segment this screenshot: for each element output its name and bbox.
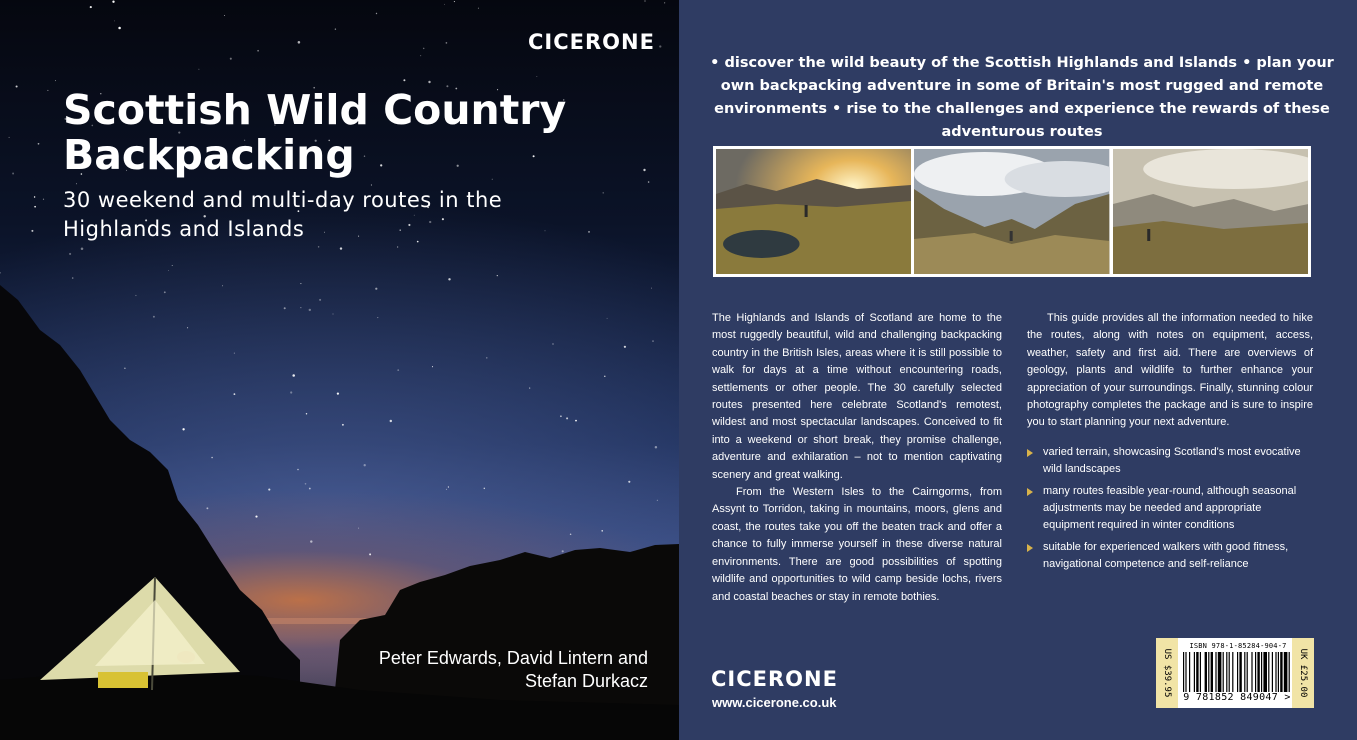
barcode-bar xyxy=(1275,652,1276,692)
photo-glen-clouds xyxy=(914,149,1109,274)
description-left-column xyxy=(712,310,1002,606)
barcode-bar xyxy=(1239,652,1241,692)
photo-strip xyxy=(713,146,1311,277)
tent-gear xyxy=(98,672,148,688)
barcode-bar xyxy=(1232,652,1233,692)
barcode-digits: 9 781852 849047 > xyxy=(1183,692,1291,703)
feature-item xyxy=(1027,444,1313,479)
barcode-bar xyxy=(1223,652,1224,692)
barcode-bar xyxy=(1205,652,1207,692)
price-uk: UK £25.00 xyxy=(1298,648,1308,698)
barcode-bar xyxy=(1268,652,1269,692)
isbn-barcode xyxy=(1156,638,1314,708)
barcode-bar xyxy=(1244,652,1245,692)
barcode-bar xyxy=(1278,652,1279,692)
feature-item xyxy=(1027,483,1313,535)
barcode-bar xyxy=(1257,652,1259,692)
price-us-label xyxy=(1156,638,1178,708)
triangle-bullet-icon xyxy=(1027,544,1033,552)
barcode-bar xyxy=(1247,652,1248,692)
photo-misty-mountains xyxy=(1113,149,1308,274)
features-list xyxy=(1027,444,1313,574)
barcode-bar xyxy=(1194,652,1195,692)
triangle-bullet-icon xyxy=(1027,488,1033,496)
feature-text: varied terrain, showcasing Scotland's most evocative wild landscapes xyxy=(1043,445,1301,476)
back-cover xyxy=(679,0,1357,740)
barcode-bar xyxy=(1189,652,1190,692)
barcode-bar xyxy=(1284,652,1288,692)
book-title: Scottish Wild Country Backpacking xyxy=(63,86,567,179)
isbn-number: ISBN 978-1-85284-904-7 xyxy=(1189,642,1287,650)
description-right-column xyxy=(1027,310,1313,578)
barcode-bar xyxy=(1280,652,1282,692)
feature-text: many routes feasible year-round, although seasonal adjustments may be needed and appropriate equipment required in winter conditions xyxy=(1043,484,1297,532)
publisher-website: www.cicerone.co.uk xyxy=(712,695,837,710)
barcode-bar xyxy=(1200,652,1201,692)
price-us: US $39.95 xyxy=(1162,648,1172,698)
book-subtitle: 30 weekend and multi-day routes in the Highlands and Islands xyxy=(63,188,503,241)
photo-sunset-tarn xyxy=(716,149,911,274)
barcode-bar xyxy=(1237,652,1238,692)
barcode-bar xyxy=(1263,652,1267,692)
barcode-bar xyxy=(1255,652,1256,692)
feature-text: suitable for experienced walkers with good fitness, navigational competence and self-reliance xyxy=(1043,540,1289,571)
barcode-bar xyxy=(1211,652,1213,692)
barcode-bar xyxy=(1272,652,1273,692)
barcode-bar xyxy=(1226,652,1227,692)
description-paragraph: The Highlands and Islands of Scotland are home to the most ruggedly beautiful, wild and challenging backpacking country in the British Isles, areas where it is still possible to walk for days at a time without encountering roads, settlements or other people. The 30 carefully selected routes presented here celebrate Scotland's remotest, wildest and most spectacular landscapes. Conceived to fit into a weekend or short break, they promise challenge, adventure and exhilaration – not to mention captivating scenery and great walking. xyxy=(712,312,1002,481)
barcode-bar xyxy=(1215,652,1216,692)
barcode-bar xyxy=(1218,652,1222,692)
tent-stuff-sack xyxy=(177,651,195,663)
price-uk-label xyxy=(1292,638,1314,708)
barcode-bars xyxy=(1183,652,1291,692)
feature-item xyxy=(1027,539,1313,574)
barcode-bar xyxy=(1261,652,1262,692)
publisher-logo-back: CICERONE xyxy=(711,667,838,691)
barcode-bar xyxy=(1251,652,1252,692)
barcode-bar xyxy=(1183,652,1184,692)
publisher-logo: CICERONE xyxy=(528,30,655,54)
description-paragraph: This guide provides all the information needed to hike the routes, along with notes on equipment, access, weather, safety and first aid. There are overviews of geology, plants and wildlife to further enhance your appreciation of your surroundings. Finally, stunning colour photography completes the package and is sure to inspire you to start planning your next adventure. xyxy=(1027,312,1313,429)
back-intro-highlights: • discover the wild beauty of the Scottish Highlands and Islands • plan your own backpacking adventure in some of Britain's most rugged and remote environments • rise to the challenges and experience the rewards of these adventurous routes xyxy=(710,55,1334,140)
barcode-bar xyxy=(1208,652,1209,692)
triangle-bullet-icon xyxy=(1027,449,1033,457)
description-paragraph: From the Western Isles to the Cairngorms, from Assynt to Torridon, taking in mountains, moors, glens and coast, the routes take you off the beaten track and offer a chance to fully immerse yourself in these diverse natural environments. There are good possibilities of spotting wildlife and opportunities to wild camp beside lochs, rivers and coastal beaches or stay in remote bothies. xyxy=(712,486,1002,603)
barcode-bar xyxy=(1229,652,1230,692)
barcode-bar xyxy=(1196,652,1198,692)
book-authors: Peter Edwards, David Lintern and Stefan Durkacz xyxy=(378,648,648,691)
barcode-bar xyxy=(1289,652,1290,692)
barcode-bar xyxy=(1185,652,1186,692)
